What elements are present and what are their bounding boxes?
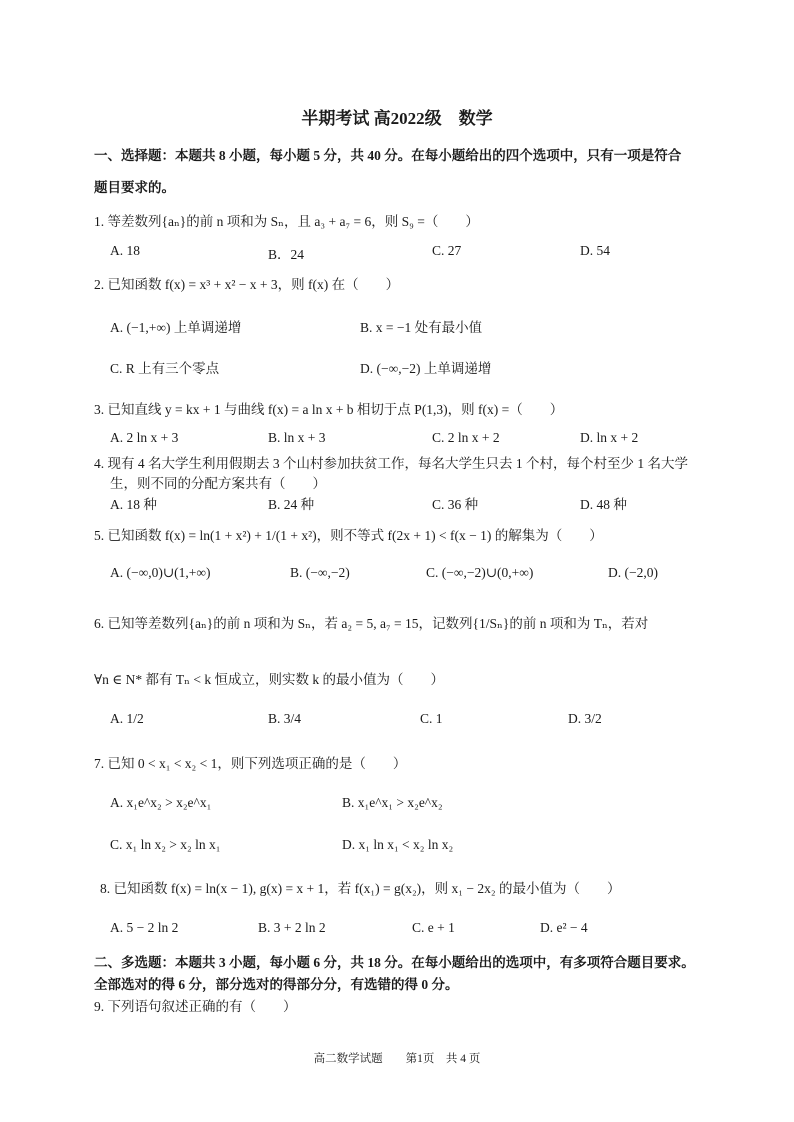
q5-option-b: B. (−∞,−2) <box>290 565 350 580</box>
question-9-stem: 9. 下列语句叙述正确的有（ ） <box>94 999 297 1014</box>
q5-option-d: D. (−2,0) <box>608 565 658 580</box>
question-4-stem-line1: 4. 现有 4 名大学生利用假期去 3 个山村参加扶贫工作，每名大学生只去 1 个村，每个村至少 1 名大学 <box>94 456 688 471</box>
q1-option-b: B．24 <box>268 247 305 262</box>
q4-option-a: A. 18 种 <box>110 497 157 512</box>
q1-option-c: C. 27 <box>432 243 462 258</box>
q1-option-a: A. 18 <box>110 243 140 258</box>
q7-option-b: B. x₁e^x₁ > x₂e^x₂ <box>342 795 443 810</box>
q5-option-a: A. (−∞,0)∪(1,+∞) <box>110 565 211 580</box>
q3-option-d: D. ln x + 2 <box>580 430 639 445</box>
q3-option-b: B. ln x + 3 <box>268 430 326 445</box>
q8-option-b: B. 3 + 2 ln 2 <box>258 920 326 935</box>
q7-option-a: A. x₁e^x₂ > x₂e^x₁ <box>110 795 212 810</box>
q8-option-a: A. 5 − 2 ln 2 <box>110 920 179 935</box>
section2-heading-line1: 二、多选题：本题共 3 小题，每小题 6 分，共 18 分。在每小题给出的选项中，有多项符合题目要求。 <box>94 955 695 970</box>
q2-option-b: B. x = −1 处有最小值 <box>360 320 483 335</box>
section2-heading-line2: 全部选对的得 6 分，部分选对的得部分分，有选错的得 0 分。 <box>94 977 459 992</box>
question-4-stem-line2: 生，则不同的分配方案共有（ ） <box>110 476 326 491</box>
question-3-stem: 3. 已知直线 y = kx + 1 与曲线 f(x) = a ln x + b 相切于点 P(1,3)，则 f(x) =（ ） <box>94 402 564 417</box>
q3-option-c: C. 2 ln x + 2 <box>432 430 500 445</box>
q1-option-d: D. 54 <box>580 243 610 258</box>
question-7-stem: 7. 已知 0 < x₁ < x₂ < 1，则下列选项正确的是（ ） <box>94 756 407 771</box>
question-6-stem-line1: 6. 已知等差数列{aₙ}的前 n 项和为 Sₙ，若 a₂ = 5, a₇ = 15，记数列{1/Sₙ}的前 n 项和为 Tₙ，若对 <box>94 616 649 631</box>
question-1-stem: 1. 等差数列{aₙ}的前 n 项和为 Sₙ，且 a₃ + a₇ = 6，则 S₉ =（ ） <box>94 214 479 229</box>
q4-option-d: D. 48 种 <box>580 497 627 512</box>
q7-option-c: C. x₁ ln x₂ > x₂ ln x₁ <box>110 837 221 852</box>
q4-option-b: B. 24 种 <box>268 497 315 512</box>
q3-option-a: A. 2 ln x + 3 <box>110 430 179 445</box>
q2-option-d: D. (−∞,−2) 上单调递增 <box>360 361 492 376</box>
page-footer: 高二数学试题 第1页 共 4 页 <box>313 1053 481 1065</box>
q6-option-b: B. 3/4 <box>268 711 302 726</box>
q8-option-c: C. e + 1 <box>412 920 455 935</box>
question-8-stem: 8. 已知函数 f(x) = ln(x − 1), g(x) = x + 1，若 f(x₁) = g(x₂)，则 x₁ − 2x₂ 的最小值为（ ） <box>100 881 621 896</box>
q5-option-c: C. (−∞,−2)∪(0,+∞) <box>426 565 534 580</box>
question-2-stem: 2. 已知函数 f(x) = x³ + x² − x + 3，则 f(x) 在（ ） <box>94 277 400 292</box>
q2-option-a: A. (−1,+∞) 上单调递增 <box>110 320 242 335</box>
question-5-stem: 5. 已知函数 f(x) = ln(1 + x²) + 1/(1 + x²)，则不等式 f(2x + 1) < f(x − 1) 的解集为（ ） <box>94 528 603 543</box>
page-title: 半期考试 高2022级 数学 <box>301 109 493 128</box>
q8-option-d: D. e² − 4 <box>540 920 588 935</box>
q4-option-c: C. 36 种 <box>432 497 479 512</box>
q6-option-d: D. 3/2 <box>568 711 602 726</box>
question-6-stem-line2: ∀n ∈ N* 都有 Tₙ < k 恒成立，则实数 k 的最小值为（ ） <box>94 672 444 687</box>
q6-option-c: C. 1 <box>420 711 443 726</box>
q7-option-d: D. x₁ ln x₁ < x₂ ln x₂ <box>342 837 454 852</box>
q6-option-a: A. 1/2 <box>110 711 144 726</box>
section1-heading-line2: 题目要求的。 <box>94 180 175 195</box>
section1-heading-line1: 一、选择题：本题共 8 小题，每小题 5 分，共 40 分。在每小题给出的四个选项中，只有一项是符合 <box>94 148 682 163</box>
q2-option-c: C. R 上有三个零点 <box>110 361 220 376</box>
